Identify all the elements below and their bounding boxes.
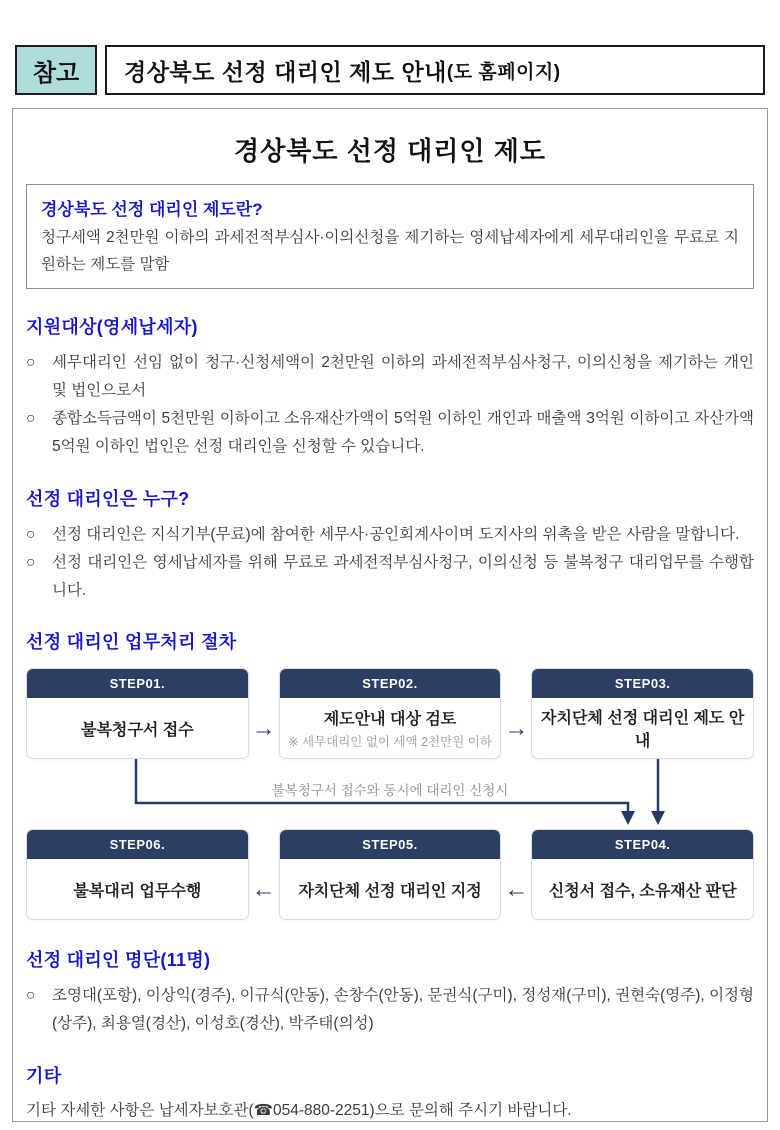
header-title: 경상북도 선정 대리인 제도 안내 [124, 58, 447, 85]
flow-arrow-cell [249, 829, 279, 920]
support-target-bullet-2: 종합소득금액이 5천만원 이하이고 소유재산가액이 5억원 이하인 개인과 매출액 3억원 이하이고 자산가액 5억원 이하인 법인은 선정 대리인을 신청할 수 있습니다. [52, 410, 754, 455]
step-06-header: STEP06. [27, 830, 248, 859]
step-05-box [279, 829, 502, 920]
step-03-box [531, 668, 754, 759]
main-content-box [12, 108, 768, 1122]
section-heading-who: 선정 대리인은 누구? [26, 488, 190, 509]
step-05-body [280, 859, 501, 919]
step-03-body [532, 698, 753, 758]
who-bullet-1: 선정 대리인은 지식기부(무료)에 참여한 세무사·공인회계사이며 도지사의 위촉을 받은 사람을 말합니다. [52, 525, 740, 543]
step-02-header: STEP02. [280, 669, 501, 698]
step-04-title: 신청서 접수, 소유재산 판단 [548, 882, 737, 900]
step-02-title: 제도안내 대상 검토 [323, 711, 457, 729]
agent-names: 조영대(포항), 이상익(경주), 이규식(안동), 손창수(안동), 문권식(구미), 정성재(구미), 권현숙(영주), 이정형(상주), 최용열(경산), 이성호(경산), 박주태(의성) [52, 987, 754, 1033]
circle-bullet-icon: ○ [26, 553, 36, 571]
header-title-suffix: (도 홈페이지) [446, 61, 561, 83]
section-heading-support-target: 지원대상(영세납세자) [26, 317, 198, 338]
arrow-right-icon: → [504, 714, 529, 742]
step-02-box [279, 668, 502, 759]
flow-arrow-cell [501, 829, 531, 920]
step-01-header: STEP01. [27, 669, 248, 698]
arrow-left-icon: ← [504, 875, 529, 903]
step-03-title: 자치단체 선정 대리인 제도 안내 [541, 710, 745, 751]
section-heading-process: 선정 대리인 업무처리 절차 [26, 632, 237, 653]
process-flow-row-1 [26, 668, 754, 759]
step-02-body [280, 698, 501, 758]
arrow-right-icon: → [251, 714, 276, 742]
list-item [26, 549, 754, 605]
step-02-note: ※ 세무대리인 없이 세액 2천만원 이하 [288, 735, 492, 750]
who-bullet-2: 선정 대리인은 영세납세자를 위해 무료로 과세전적부심사청구, 이의신청 등 불복청구 대리업무를 수행합니다. [52, 553, 754, 599]
definition-box [26, 184, 754, 289]
etc-body: 기타 자세한 사항은 납세자보호관(☎054-880-2251)으로 문의해 주시기 바랍니다. [26, 1102, 572, 1120]
list-item [26, 982, 754, 1038]
flow-connector-label: 불복청구서 접수와 동시에 대리인 신청시 [271, 783, 509, 799]
circle-bullet-icon: ○ [26, 987, 36, 1005]
definition-body: 청구세액 2천만원 이하의 과세전적부심사·이의신청을 제기하는 영세납세자에게 세무대리인을 무료로 지원하는 제도를 말함 [41, 229, 739, 274]
process-flow-row-2 [26, 829, 754, 920]
flow-connector [26, 759, 754, 829]
section-heading-agent-list: 선정 대리인 명단(11명) [26, 950, 211, 971]
section-heading-etc: 기타 [26, 1066, 62, 1087]
list-item [26, 349, 754, 405]
flow-arrow-cell [501, 668, 531, 759]
circle-bullet-icon: ○ [26, 354, 36, 372]
step-04-box [531, 829, 754, 920]
step-06-title: 불복대리 업무수행 [73, 882, 202, 900]
support-target-bullet-1: 세무대리인 선임 없이 청구·신청세액이 2천만원 이하의 과세전적부심사청구, 이의신청을 제기하는 개인 및 법인으로서 [52, 354, 754, 400]
step-06-box [26, 829, 249, 920]
list-item [26, 521, 754, 549]
step-06-body [27, 859, 248, 919]
step-03-header: STEP03. [532, 669, 753, 698]
step-04-body [532, 859, 753, 919]
step-01-body [27, 698, 248, 758]
page-title: 경상북도 선정 대리인 제도 [234, 136, 546, 166]
document-header [15, 45, 765, 95]
reference-badge: 참고 [15, 45, 97, 95]
step-04-header: STEP04. [532, 830, 753, 859]
step-01-title: 불복청구서 접수 [81, 721, 194, 739]
flow-arrow-cell [249, 668, 279, 759]
list-item [26, 405, 754, 461]
circle-bullet-icon: ○ [26, 525, 36, 543]
step-05-title: 자치단체 선정 대리인 지정 [298, 882, 482, 900]
step-05-header: STEP05. [280, 830, 501, 859]
header-title-box [105, 45, 765, 95]
circle-bullet-icon: ○ [26, 410, 36, 428]
definition-heading: 경상북도 선정 대리인 제도란? [41, 200, 263, 219]
step-01-box [26, 668, 249, 759]
arrow-left-icon: ← [251, 875, 276, 903]
